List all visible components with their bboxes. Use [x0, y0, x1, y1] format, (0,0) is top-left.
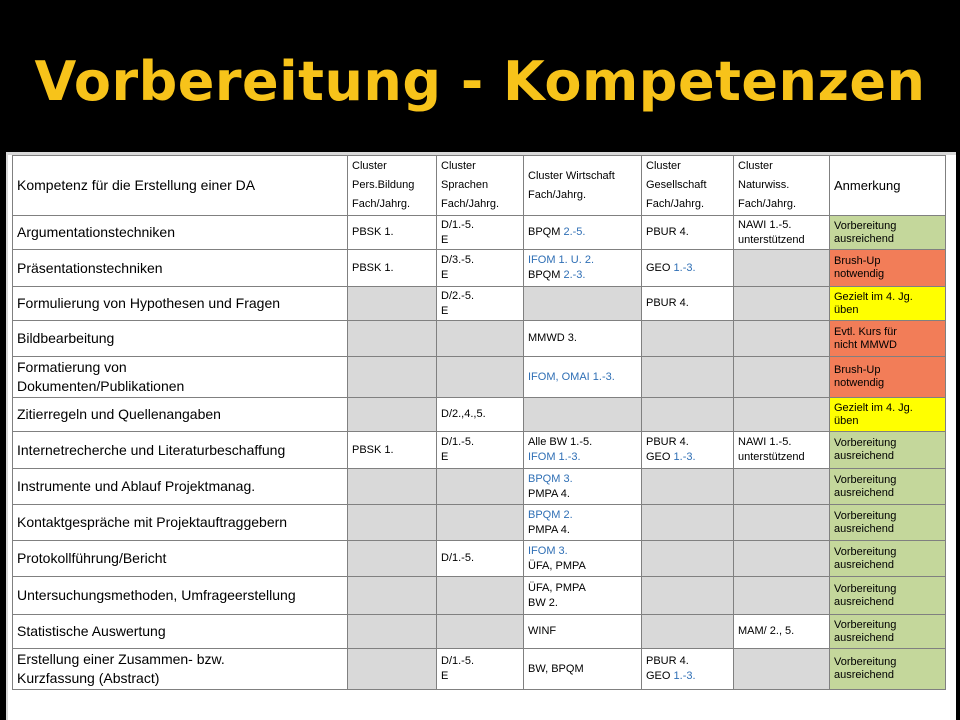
sprachen-line: [441, 407, 519, 422]
header-gesellschaft-line: Cluster: [646, 160, 681, 172]
sprachen-line: [441, 654, 519, 669]
persbildung-cell: [348, 505, 437, 541]
anmerkung-text: notwendig: [834, 268, 885, 280]
anmerkung-cell: [830, 649, 946, 690]
sprachen-line: [441, 304, 519, 319]
header-wirtschaft: [524, 156, 642, 216]
anmerkung-cell: [830, 398, 946, 432]
cell-text: D/1.-5.: [441, 655, 475, 667]
kompetenz-cell: [13, 357, 348, 398]
kompetenz-cell: [13, 287, 348, 321]
gesellschaft-line: [646, 296, 729, 311]
sprachen-line: [441, 218, 519, 233]
persbildung-cell: [348, 287, 437, 321]
cell-text-highlight: 2.-5.: [563, 226, 586, 238]
gesellschaft-line: [646, 654, 729, 669]
kompetenz-text: Dokumenten/Publikationen: [17, 378, 185, 394]
header-sprachen-line: Fach/Jahrg.: [441, 198, 500, 210]
sprachen-cell: [437, 357, 524, 398]
gesellschaft-cell: [642, 505, 734, 541]
cell-text: GEO: [646, 261, 674, 274]
naturwiss-line: [738, 624, 825, 639]
cell-text: D/3.-5.: [441, 254, 475, 266]
anmerkung-cell: [830, 287, 946, 321]
header-kompetenz: Kompetenz für die Erstellung einer DA: [13, 156, 348, 216]
cell-text-highlight: 1.-3.: [673, 670, 696, 682]
gesellschaft-cell: [642, 469, 734, 505]
naturwiss-cell: [734, 357, 830, 398]
persbildung-line: [352, 443, 432, 458]
naturwiss-cell: [734, 321, 830, 357]
cell-text: E: [441, 304, 449, 317]
gesellschaft-line: [646, 435, 729, 450]
gesellschaft-cell: [642, 615, 734, 649]
persbildung-cell: [348, 357, 437, 398]
anmerkung-text: ausreichend: [834, 522, 894, 535]
gesellschaft-cell: [642, 398, 734, 432]
kompetenz-text: Formatierung von: [17, 359, 127, 375]
anmerkung-text: Vorbereitung: [834, 509, 897, 522]
kompetenz-cell: [13, 649, 348, 690]
wirtschaft-cell: [524, 505, 642, 541]
anmerkung-cell: [830, 432, 946, 469]
table-row: [13, 250, 946, 287]
cell-text: PBUR 4.: [646, 655, 689, 667]
kompetenz-cell: [13, 398, 348, 432]
cell-text: MAM/ 2., 5.: [738, 625, 795, 637]
anmerkung-text: Vorbereitung: [834, 618, 897, 631]
cell-text: D/2.,4.,5.: [441, 408, 486, 420]
header-gesellschaft: [642, 156, 734, 216]
persbildung-cell: [348, 432, 437, 469]
kompetenz-cell: [13, 216, 348, 250]
kompetenz-text: Präsentationstechniken: [17, 259, 163, 276]
persbildung-cell: [348, 541, 437, 577]
wirtschaft-cell: [524, 649, 642, 690]
header-sprachen: [437, 156, 524, 216]
naturwiss-line: [738, 218, 825, 233]
sprachen-cell: [437, 432, 524, 469]
naturwiss-cell: [734, 469, 830, 505]
wirtschaft-cell: [524, 432, 642, 469]
naturwiss-line: [738, 435, 825, 450]
wirtschaft-cell: [524, 216, 642, 250]
kompetenz-cell: [13, 250, 348, 287]
competence-table: [12, 155, 946, 690]
kompetenz-cell: [13, 577, 348, 615]
persbildung-cell: [348, 577, 437, 615]
anmerkung-cell: [830, 469, 946, 505]
header-gesellschaft-line: Fach/Jahrg.: [646, 198, 705, 210]
kompetenz-text: Instrumente und Ablauf Projektmanag.: [17, 478, 256, 494]
table-row: [13, 357, 946, 398]
slide-title-bar: [0, 0, 960, 150]
anmerkung-text: Brush-Up: [834, 255, 881, 267]
naturwiss-cell: [734, 615, 830, 649]
anmerkung-text: Vorbereitung: [834, 437, 897, 449]
cell-text: PBUR 4.: [646, 297, 689, 309]
persbildung-cell: [348, 615, 437, 649]
wirtschaft-line: [528, 268, 637, 283]
kompetenz-text: Protokollführung/Bericht: [17, 550, 167, 566]
cell-text-highlight: 2.-3.: [563, 269, 586, 281]
wirtschaft-cell: [524, 398, 642, 432]
anmerkung-text: ausreichend: [834, 631, 894, 644]
kompetenz-text: Bildbearbeitung: [17, 330, 115, 346]
sprachen-line: [441, 450, 519, 465]
kompetenz-text: Formulierung von Hypothesen und Fragen: [17, 295, 281, 311]
cell-text-highlight: BPQM 3.: [528, 472, 573, 485]
cell-text: D/2.-5.: [441, 289, 475, 302]
naturwiss-cell: [734, 432, 830, 469]
slide-title: Vorbereitung - Kompetenzen: [34, 50, 926, 113]
anmerkung-text: üben: [834, 303, 859, 316]
cell-text: PBUR 4.: [646, 226, 689, 238]
header-row: [13, 156, 946, 216]
table-row: [13, 287, 946, 321]
cell-text-highlight: 1.-3.: [673, 451, 696, 463]
anmerkung-text: nicht MMWD: [834, 338, 897, 351]
kompetenz-text: Kurzfassung (Abstract): [17, 670, 160, 686]
sprachen-cell: [437, 649, 524, 690]
wirtschaft-cell: [524, 287, 642, 321]
persbildung-cell: [348, 216, 437, 250]
cell-text: PBUR 4.: [646, 436, 689, 448]
gesellschaft-cell: [642, 287, 734, 321]
table-row: [13, 469, 946, 505]
naturwiss-cell: [734, 649, 830, 690]
table-row: [13, 216, 946, 250]
persbildung-line: [352, 225, 432, 240]
header-anmerkung: Anmerkung: [830, 156, 946, 216]
cell-text: NAWI 1.-5.: [738, 436, 792, 448]
wirtschaft-cell: [524, 250, 642, 287]
cell-text: D/1.-5.: [441, 218, 475, 231]
cell-text: PMPA 4.: [528, 487, 570, 500]
gesellschaft-cell: [642, 649, 734, 690]
wirtschaft-line: [528, 624, 637, 639]
persbildung-cell: [348, 250, 437, 287]
naturwiss-cell: [734, 541, 830, 577]
anmerkung-text: ausreichend: [834, 558, 894, 571]
wirtschaft-line: [528, 253, 637, 268]
wirtschaft-line: [528, 450, 637, 465]
anmerkung-cell: [830, 321, 946, 357]
table-row: [13, 321, 946, 357]
kompetenz-cell: [13, 432, 348, 469]
cell-text-highlight: 1.-3.: [673, 261, 696, 274]
wirtschaft-line: [528, 487, 637, 502]
gesellschaft-cell: [642, 250, 734, 287]
anmerkung-text: ausreichend: [834, 669, 894, 681]
cell-text: D/1.-5.: [441, 552, 475, 564]
sprachen-cell: [437, 577, 524, 615]
cell-text-highlight: IFOM 3.: [528, 544, 568, 557]
wirtschaft-cell: [524, 357, 642, 398]
cell-text-highlight: IFOM 1.-3.: [528, 451, 581, 463]
wirtschaft-line: [528, 544, 637, 559]
sprachen-line: [441, 268, 519, 283]
persbildung-cell: [348, 321, 437, 357]
sprachen-cell: [437, 469, 524, 505]
anmerkung-cell: [830, 615, 946, 649]
cell-text: PBSK 1.: [352, 226, 394, 238]
header-sprachen-line: Sprachen: [441, 179, 489, 191]
wirtschaft-line: [528, 370, 637, 385]
cell-text: MMWD 3.: [528, 332, 577, 344]
header-persbildung: [348, 156, 437, 216]
anmerkung-text: Gezielt im 4. Jg.: [834, 290, 913, 303]
kompetenz-cell: [13, 541, 348, 577]
cell-text: unterstützend: [738, 451, 805, 463]
naturwiss-cell: [734, 505, 830, 541]
anmerkung-text: notwendig: [834, 377, 885, 389]
sprachen-cell: [437, 541, 524, 577]
wirtschaft-line: [528, 662, 637, 677]
persbildung-cell: [348, 649, 437, 690]
header-persbildung-line: Pers.Bildung: [352, 179, 415, 191]
wirtschaft-cell: [524, 541, 642, 577]
gesellschaft-cell: [642, 357, 734, 398]
header-naturwiss-line: Fach/Jahrg.: [738, 198, 797, 210]
sprachen-line: [441, 289, 519, 304]
wirtschaft-line: [528, 508, 637, 523]
persbildung-line: [352, 261, 432, 276]
sprachen-cell: [437, 615, 524, 649]
naturwiss-cell: [734, 250, 830, 287]
anmerkung-cell: [830, 250, 946, 287]
header-gesellschaft-line: Gesellschaft: [646, 179, 707, 191]
sprachen-cell: [437, 398, 524, 432]
cell-text: BW, BPQM: [528, 662, 584, 675]
anmerkung-text: ausreichend: [834, 595, 894, 608]
cell-text: D/1.-5.: [441, 436, 475, 448]
cell-text: E: [441, 451, 449, 463]
anmerkung-cell: [830, 357, 946, 398]
anmerkung-text: ausreichend: [834, 486, 894, 499]
sprachen-cell: [437, 505, 524, 541]
persbildung-cell: [348, 398, 437, 432]
competence-sheet: [6, 152, 956, 720]
gesellschaft-line: [646, 450, 729, 465]
kompetenz-text: Internetrecherche und Literaturbeschaffung: [17, 441, 286, 458]
table-row: [13, 398, 946, 432]
cell-text: GEO: [646, 670, 674, 682]
gesellschaft-line: [646, 261, 729, 276]
anmerkung-text: Vorbereitung: [834, 219, 897, 232]
cell-text: E: [441, 233, 449, 246]
naturwiss-cell: [734, 577, 830, 615]
wirtschaft-line: [528, 523, 637, 538]
anmerkung-text: Vorbereitung: [834, 656, 897, 668]
table-row: [13, 505, 946, 541]
gesellschaft-cell: [642, 321, 734, 357]
gesellschaft-cell: [642, 541, 734, 577]
cell-text: WINF: [528, 625, 557, 637]
table-row: [13, 649, 946, 690]
kompetenz-cell: [13, 505, 348, 541]
sprachen-line: [441, 253, 519, 268]
anmerkung-cell: [830, 505, 946, 541]
gesellschaft-line: [646, 669, 729, 684]
kompetenz-text: Zitierregeln und Quellenangaben: [17, 406, 221, 422]
kompetenz-cell: [13, 615, 348, 649]
header-sprachen-line: Cluster: [441, 160, 476, 172]
kompetenz-text: Argumentationstechniken: [17, 224, 175, 240]
cell-text-highlight: IFOM 1. U. 2.: [528, 254, 595, 266]
cell-text: GEO: [646, 451, 674, 463]
table-row: [13, 577, 946, 615]
anmerkung-text: Evtl. Kurs für: [834, 325, 897, 338]
anmerkung-text: ausreichend: [834, 450, 894, 462]
header-naturwiss-line: Naturwiss.: [738, 179, 790, 191]
anmerkung-text: üben: [834, 414, 859, 427]
cell-text: E: [441, 269, 449, 281]
table-body: [13, 156, 946, 690]
cell-text: E: [441, 670, 449, 682]
wirtschaft-line: [528, 435, 637, 450]
gesellschaft-cell: [642, 432, 734, 469]
cell-text-highlight: IFOM, OMAI 1.-3.: [528, 370, 615, 383]
header-persbildung-line: Fach/Jahrg.: [352, 198, 411, 210]
sprachen-cell: [437, 287, 524, 321]
header-persbildung-line: Cluster: [352, 160, 387, 172]
sprachen-line: [441, 669, 519, 684]
kompetenz-text: Kontaktgespräche mit Projektauftraggebern: [17, 514, 288, 530]
cell-text: PBSK 1.: [352, 261, 394, 274]
header-wirtschaft-line: Fach/Jahrg.: [528, 188, 587, 201]
table-row: [13, 432, 946, 469]
naturwiss-line: [738, 450, 825, 465]
sprachen-line: [441, 551, 519, 566]
anmerkung-cell: [830, 541, 946, 577]
cell-text-highlight: BPQM 2.: [528, 508, 573, 521]
anmerkung-text: Vorbereitung: [834, 473, 897, 486]
header-naturwiss: [734, 156, 830, 216]
cell-text: BW 2.: [528, 596, 558, 609]
table-row: [13, 541, 946, 577]
wirtschaft-line: [528, 581, 637, 596]
wirtschaft-cell: [524, 321, 642, 357]
wirtschaft-line: [528, 331, 637, 346]
anmerkung-cell: [830, 577, 946, 615]
wirtschaft-cell: [524, 615, 642, 649]
cell-text: PBSK 1.: [352, 443, 394, 456]
gesellschaft-cell: [642, 577, 734, 615]
cell-text: Alle BW 1.-5.: [528, 436, 593, 448]
wirtschaft-cell: [524, 469, 642, 505]
sprachen-line: [441, 233, 519, 248]
naturwiss-cell: [734, 398, 830, 432]
sprachen-cell: [437, 250, 524, 287]
kompetenz-cell: [13, 469, 348, 505]
gesellschaft-line: [646, 225, 729, 240]
cell-text: unterstützend: [738, 233, 805, 246]
anmerkung-text: ausreichend: [834, 232, 894, 245]
wirtschaft-line: [528, 559, 637, 574]
wirtschaft-cell: [524, 577, 642, 615]
wirtschaft-line: [528, 225, 637, 240]
naturwiss-cell: [734, 287, 830, 321]
kompetenz-cell: [13, 321, 348, 357]
table-row: [13, 615, 946, 649]
kompetenz-text: Statistische Auswertung: [17, 623, 166, 639]
anmerkung-cell: [830, 216, 946, 250]
kompetenz-text: Untersuchungsmethoden, Umfrageerstellung: [17, 587, 296, 603]
cell-text: NAWI 1.-5.: [738, 218, 792, 231]
anmerkung-text: Brush-Up: [834, 364, 881, 376]
kompetenz-text: Erstellung einer Zusammen- bzw.: [17, 651, 225, 667]
cell-text: ÜFA, PMPA: [528, 559, 586, 572]
anmerkung-text: Gezielt im 4. Jg.: [834, 401, 913, 414]
anmerkung-text: Vorbereitung: [834, 545, 897, 558]
cell-text: BPQM: [528, 269, 564, 281]
persbildung-cell: [348, 469, 437, 505]
anmerkung-text: Vorbereitung: [834, 582, 897, 595]
wirtschaft-line: [528, 596, 637, 611]
naturwiss-line: [738, 233, 825, 248]
sprachen-line: [441, 435, 519, 450]
header-wirtschaft-line: Cluster Wirtschaft: [528, 169, 615, 182]
sprachen-cell: [437, 321, 524, 357]
header-naturwiss-line: Cluster: [738, 160, 773, 172]
naturwiss-cell: [734, 216, 830, 250]
sprachen-cell: [437, 216, 524, 250]
cell-text: BPQM: [528, 226, 564, 238]
gesellschaft-cell: [642, 216, 734, 250]
wirtschaft-line: [528, 472, 637, 487]
cell-text: ÜFA, PMPA: [528, 581, 586, 594]
cell-text: PMPA 4.: [528, 523, 570, 536]
